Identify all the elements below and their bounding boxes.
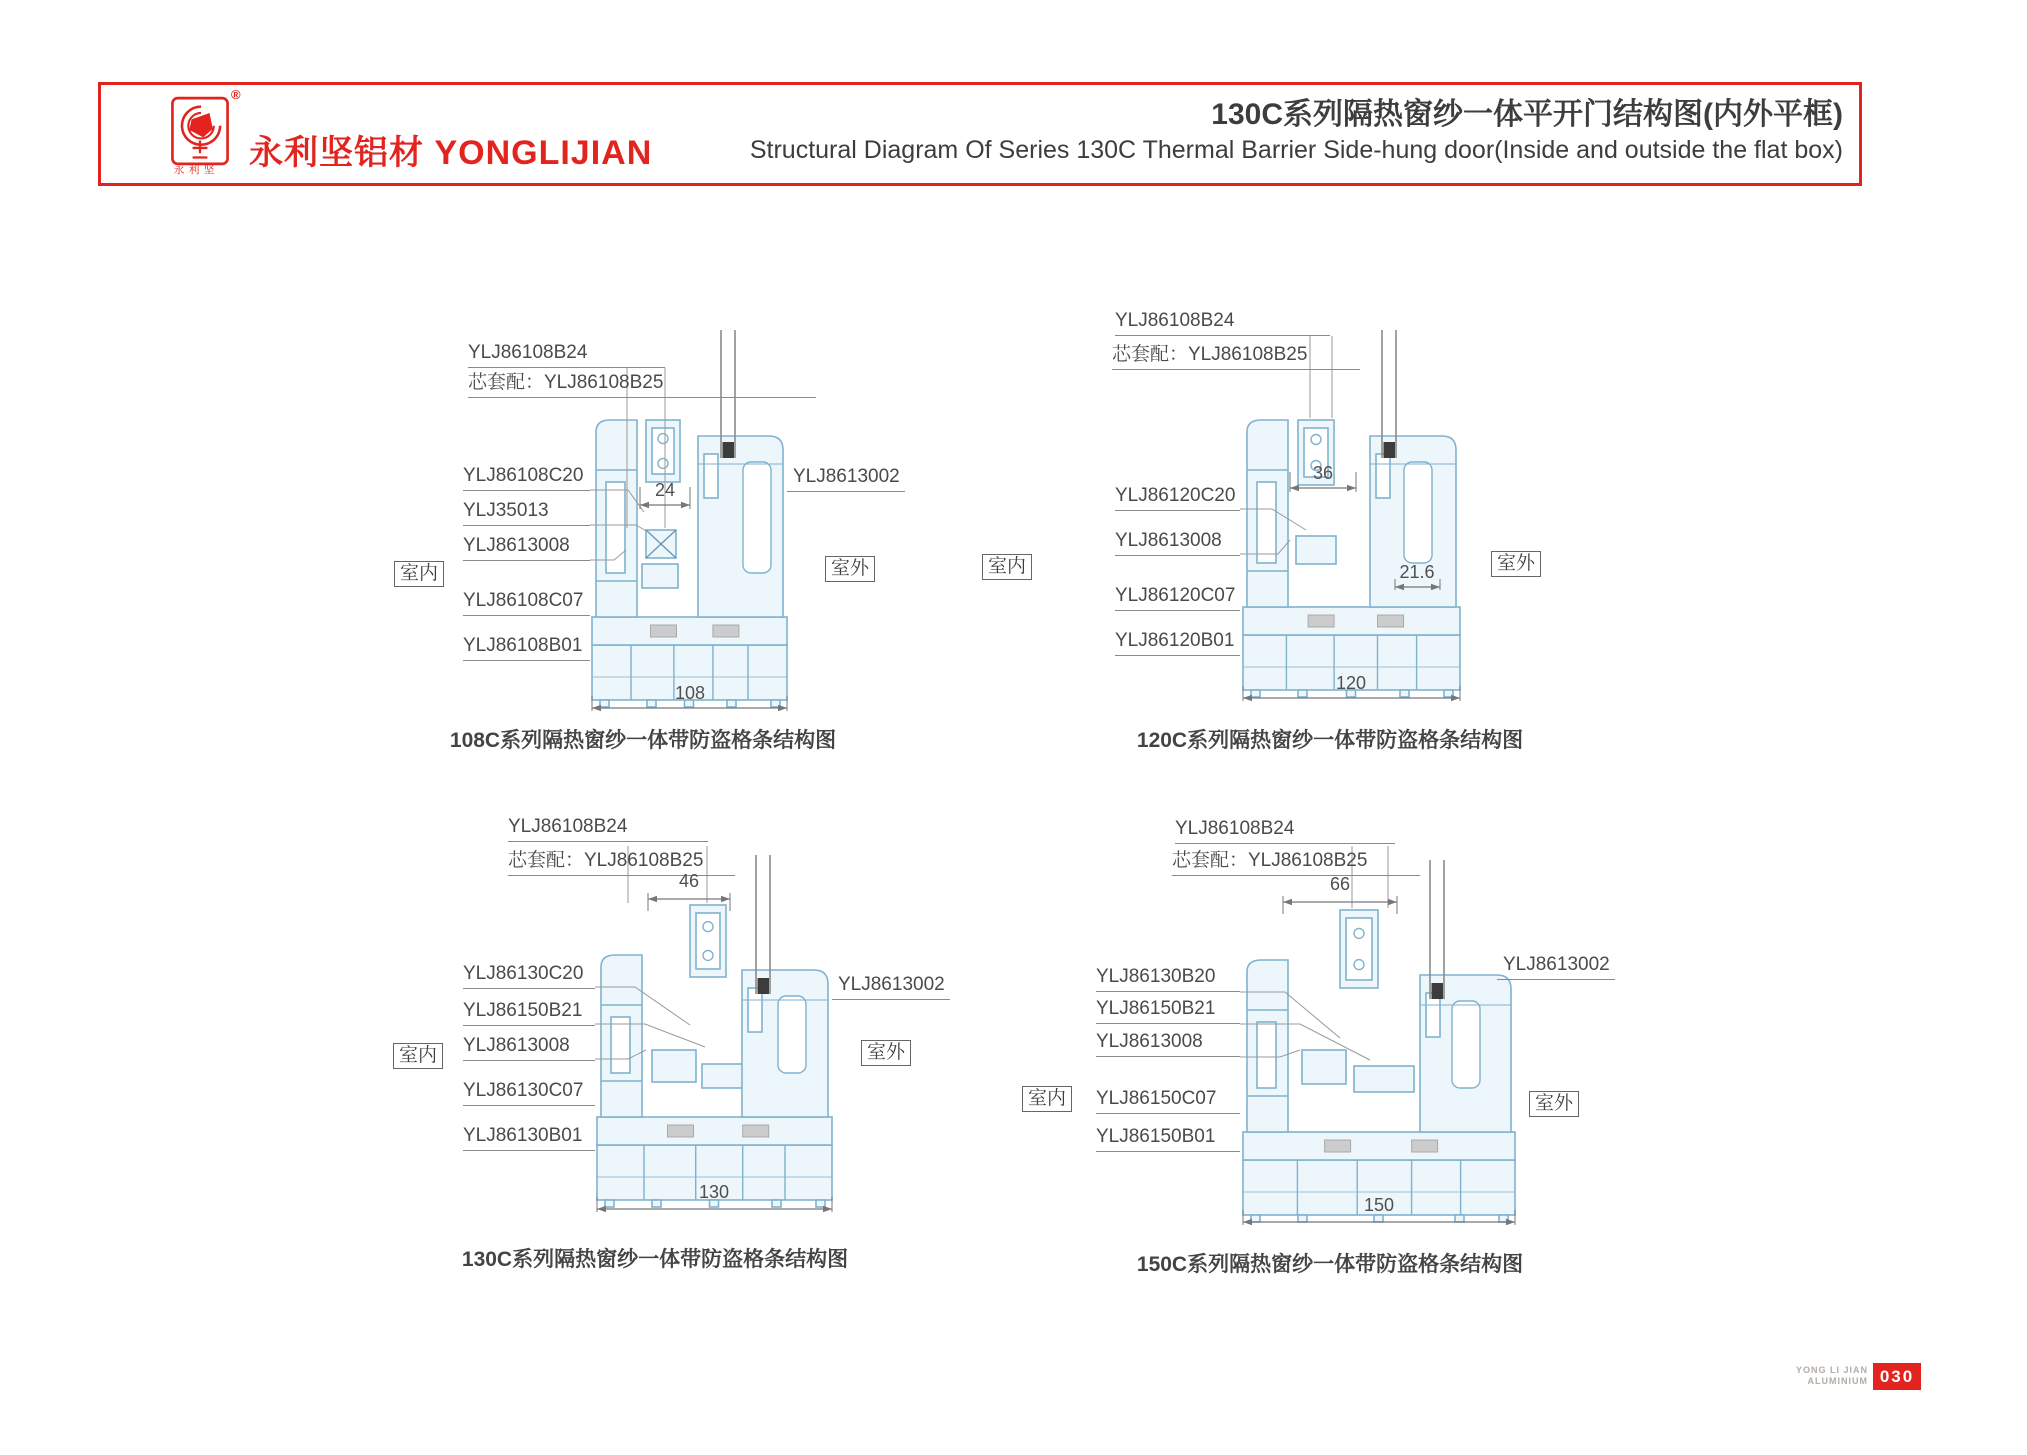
footer-brand xyxy=(1760,1365,1868,1387)
dim-value: 120 xyxy=(1335,673,1367,693)
part-label: YLJ86150B01 xyxy=(1096,1126,1240,1152)
brand-name-en: YONGLIJIAN xyxy=(434,134,653,172)
part-label: YLJ86108C20 xyxy=(463,465,590,491)
part-label: YLJ86108B24 xyxy=(468,342,665,368)
part-label: YLJ86120C07 xyxy=(1115,585,1240,611)
part-label: 芯套配：YLJ86108B25 xyxy=(508,850,735,876)
brand-name xyxy=(249,125,652,174)
part-label: YLJ86108B24 xyxy=(1115,310,1330,336)
part-label: YLJ86120B01 xyxy=(1115,630,1240,656)
part-label: YLJ86108B01 xyxy=(463,635,590,661)
room-badge-inside: 室内 xyxy=(394,561,444,587)
dim-value: 36 xyxy=(1312,463,1334,483)
part-label: YLJ8613002 xyxy=(1497,954,1615,980)
page-title-cn: 130C系列隔热窗纱一体平开门结构图(内外平框) xyxy=(1211,98,1843,131)
diagram-caption: 120C系列隔热窗纱一体带防盗格条结构图 xyxy=(1136,729,1524,752)
dim-value: 66 xyxy=(1329,874,1351,894)
part-label: YLJ8613008 xyxy=(463,1035,595,1061)
diagram-108c xyxy=(290,250,1030,770)
part-label: YLJ86108B24 xyxy=(1175,818,1395,844)
part-label: YLJ8613002 xyxy=(832,974,950,1000)
room-badge-inside: 室内 xyxy=(1022,1086,1072,1112)
part-label: YLJ86150B21 xyxy=(463,1000,595,1026)
footer-page-badge: 030 xyxy=(1873,1363,1921,1390)
part-label: YLJ8613002 xyxy=(787,466,905,492)
page-titles xyxy=(750,95,1843,165)
part-label: 芯套配：YLJ86108B25 xyxy=(468,372,816,398)
registered-trademark: ® xyxy=(231,87,241,102)
dim-value: 150 xyxy=(1363,1195,1395,1215)
header xyxy=(98,82,1862,186)
room-badge-inside: 室内 xyxy=(982,554,1032,580)
room-badge-outside: 室外 xyxy=(1491,551,1541,577)
page-title-en: Structural Diagram Of Series 130C Thermal Barrier Side-hung door(Inside and outside the flat box) xyxy=(749,136,1843,164)
part-label: YLJ8613008 xyxy=(1115,530,1240,556)
room-badge-outside: 室外 xyxy=(861,1040,911,1066)
diagram-caption: 108C系列隔热窗纱一体带防盗格条结构图 xyxy=(449,729,837,752)
diagram-caption: 150C系列隔热窗纱一体带防盗格条结构图 xyxy=(1136,1253,1524,1276)
dim-value: 24 xyxy=(654,480,676,500)
part-label: YLJ86120C20 xyxy=(1115,485,1240,511)
room-badge-outside: 室外 xyxy=(825,556,875,582)
brand-name-cn: 永利坚铝材 xyxy=(249,134,424,172)
dim-value: 46 xyxy=(678,871,700,891)
diagram-150c xyxy=(940,810,1680,1290)
part-label: YLJ86130B20 xyxy=(1096,966,1240,992)
yonglijian-logo-icon xyxy=(167,96,233,166)
part-label: YLJ86130C07 xyxy=(463,1080,595,1106)
part-label: YLJ86130B01 xyxy=(463,1125,595,1151)
part-label: 芯套配：YLJ86108B25 xyxy=(1172,850,1420,876)
dim-value: 108 xyxy=(674,683,706,703)
diagram-130c xyxy=(290,810,1030,1290)
part-label: YLJ86150C07 xyxy=(1096,1088,1240,1114)
part-label: YLJ8613008 xyxy=(1096,1031,1240,1057)
part-label: YLJ8613008 xyxy=(463,535,590,561)
room-badge-outside: 室外 xyxy=(1529,1091,1579,1117)
diagram-caption: 130C系列隔热窗纱一体带防盗格条结构图 xyxy=(461,1248,849,1271)
footer-brand-line2: ALUMINIUM xyxy=(1807,1376,1868,1386)
dim-value: 130 xyxy=(698,1182,730,1202)
dim-value: 21.6 xyxy=(1399,562,1435,582)
part-label: YLJ86108C07 xyxy=(463,590,590,616)
logo-caption: 永利坚 xyxy=(173,164,219,176)
part-label: 芯套配：YLJ86108B25 xyxy=(1112,344,1360,370)
section-drawing-150c xyxy=(940,810,1680,1290)
part-label: YLJ86150B21 xyxy=(1096,998,1240,1024)
footer-brand-line1: YONG LI JIAN xyxy=(1795,1365,1868,1375)
part-label: YLJ86130C20 xyxy=(463,963,595,989)
room-badge-inside: 室内 xyxy=(393,1043,443,1069)
part-label: YLJ86108B24 xyxy=(508,816,708,842)
part-label: YLJ35013 xyxy=(463,500,590,526)
diagram-120c xyxy=(940,240,1680,770)
